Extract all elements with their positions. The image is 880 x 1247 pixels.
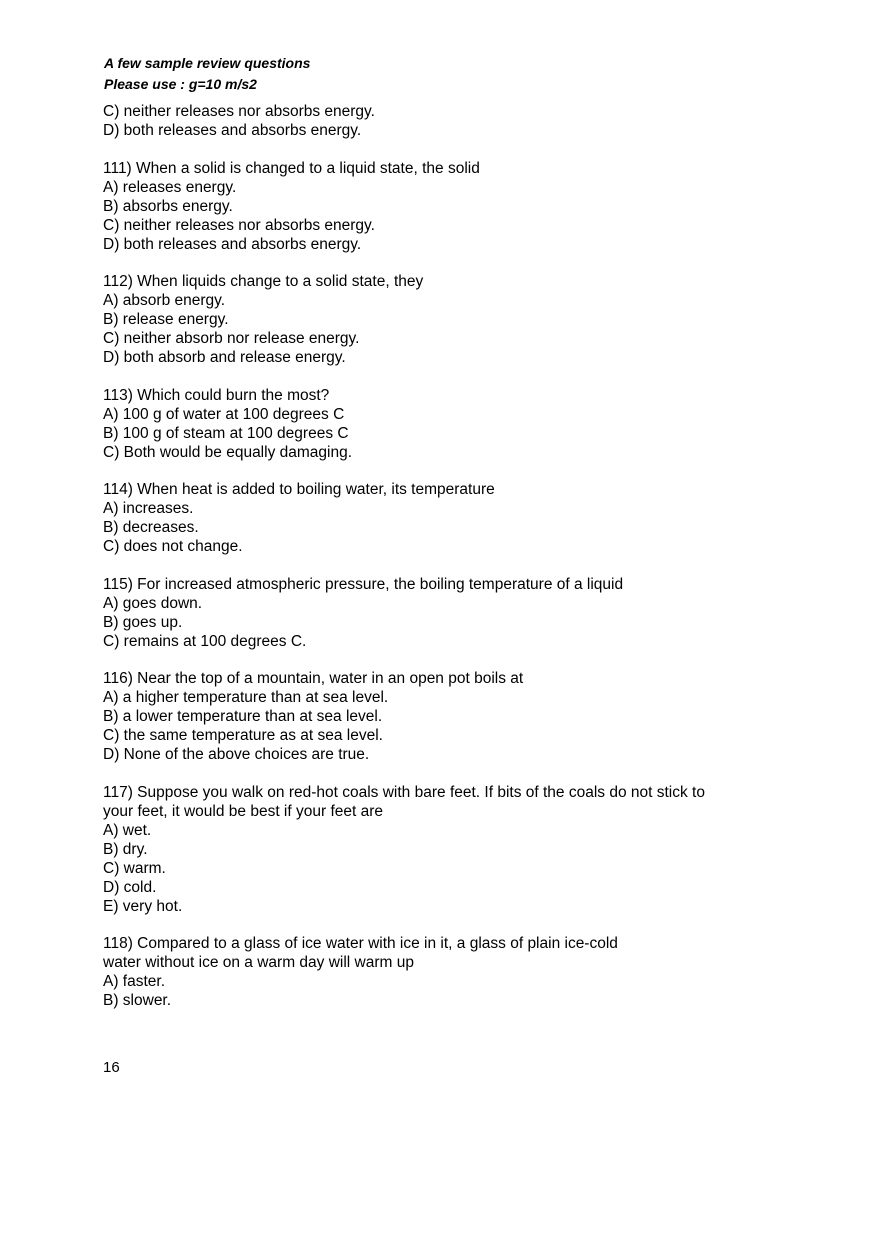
option: A) releases energy. — [103, 178, 237, 196]
option: A) increases. — [103, 500, 194, 517]
question-stem: 117) Suppose you walk on red-hot coals with bare feet. If bits of the coals do not stick to — [103, 783, 705, 801]
option: C) remains at 100 degrees C. — [103, 632, 307, 650]
option: D) cold. — [103, 878, 157, 896]
header-note: Please use : g=10 m/s2 — [104, 76, 257, 92]
question-stem: 112) When liquids change to a solid state, they — [103, 273, 424, 290]
option: A) faster. — [103, 973, 166, 990]
question-111 — [103, 159, 783, 254]
question-114 — [103, 480, 783, 556]
option: B) 100 g of steam at 100 degrees C — [103, 424, 349, 442]
option: D) both absorb and release energy. — [103, 349, 346, 366]
page-number: 16 — [103, 1059, 120, 1076]
question-stem-continued: water without ice on a warm day will warm up — [103, 954, 414, 971]
option: A) absorb energy. — [103, 292, 226, 309]
question-118 — [103, 934, 783, 1010]
question-stem: 118) Compared to a glass of ice water with ice in it, a glass of plain ice-cold — [103, 935, 618, 952]
option: C) neither releases nor absorbs energy. — [103, 216, 375, 234]
option: B) dry. — [103, 840, 148, 858]
option: D) None of the above choices are true. — [103, 746, 370, 763]
option: B) absorbs energy. — [103, 197, 233, 215]
option: D) both releases and absorbs energy. — [103, 235, 362, 253]
question-115 — [103, 575, 783, 651]
option: B) release energy. — [103, 311, 229, 328]
continued-options — [103, 102, 783, 140]
question-113 — [103, 386, 783, 462]
question-112 — [103, 272, 783, 367]
option: C) neither releases nor absorbs energy. — [103, 103, 375, 120]
question-list — [103, 102, 783, 1010]
question-stem-continued: your feet, it would be best if your feet are — [103, 802, 384, 820]
option: D) both releases and absorbs energy. — [103, 122, 362, 139]
option: A) goes down. — [103, 594, 203, 612]
option: A) wet. — [103, 821, 152, 839]
option: A) a higher temperature than at sea level. — [103, 689, 389, 706]
question-stem: 114) When heat is added to boiling water, its temperature — [103, 481, 495, 498]
option: C) Both would be equally damaging. — [103, 443, 353, 461]
option: B) a lower temperature than at sea level. — [103, 708, 383, 725]
question-116 — [103, 669, 783, 764]
question-stem: 116) Near the top of a mountain, water in an open pot boils at — [103, 670, 524, 687]
option: E) very hot. — [103, 897, 183, 915]
question-117 — [103, 783, 783, 916]
question-stem: 111) When a solid is changed to a liquid state, the solid — [103, 159, 480, 177]
question-stem: 113) Which could burn the most? — [103, 386, 330, 404]
header-title: A few sample review questions — [104, 55, 311, 71]
option: B) slower. — [103, 992, 172, 1009]
option: A) 100 g of water at 100 degrees C — [103, 405, 345, 423]
question-stem: 115) For increased atmospheric pressure, the boiling temperature of a liquid — [103, 575, 624, 593]
option: C) warm. — [103, 859, 166, 877]
option: B) decreases. — [103, 519, 199, 536]
option: C) does not change. — [103, 538, 243, 555]
option: C) the same temperature as at sea level. — [103, 727, 383, 744]
option: C) neither absorb nor release energy. — [103, 330, 360, 347]
option: B) goes up. — [103, 613, 183, 631]
document-header — [104, 53, 310, 95]
